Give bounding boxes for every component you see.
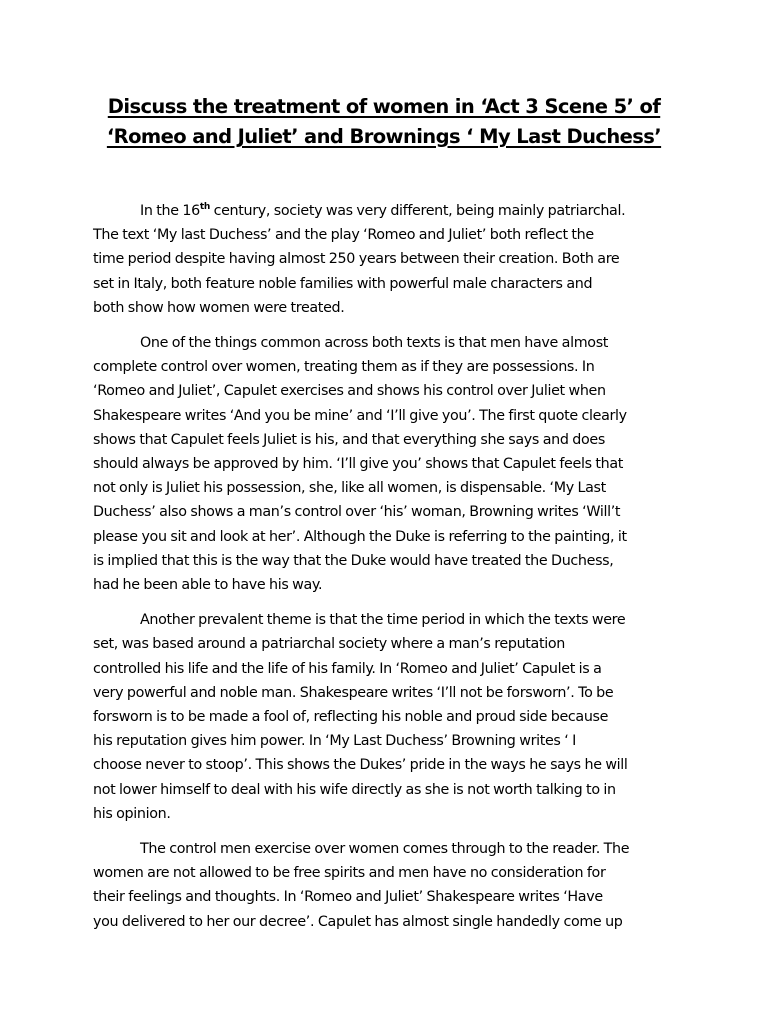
essay-body [93, 199, 683, 945]
text-line: you delivered to her our decree’. Capulet has almost single handedly come up [93, 913, 623, 930]
text-line: his reputation gives him power. In ‘My Last Duchess’ Browning writes ‘ I [93, 733, 576, 750]
text-line: their feelings and thoughts. In ‘Romeo and Juliet’ Shakespeare writes ‘Have [93, 889, 603, 906]
text-line: shows that Capulet feels Juliet is his, and that everything she says and does [93, 431, 605, 448]
text-line: time period despite having almost 250 years between their creation. Both are [93, 251, 620, 268]
text-line: The control men exercise over women comes through to the reader. The [140, 841, 630, 858]
text-line: controlled his life and the life of his family. In ‘Romeo and Juliet’ Capulet is a [93, 660, 602, 677]
text-line: his opinion. [93, 805, 171, 822]
text-line: Duchess’ also shows a man’s control over ‘his’ woman, Browning writes ‘Will’t [93, 504, 621, 521]
text-line: forsworn is to be made a fool of, reflecting his noble and proud side because [93, 709, 609, 726]
paragraph [93, 837, 683, 934]
text-line: had he been able to have his way. [93, 577, 323, 594]
title-line: Discuss the treatment of women in ‘Act 3 Scene 5’ of [107, 95, 661, 118]
text-line: should always be approved by him. ‘I’ll give you’ shows that Capulet feels that [93, 456, 623, 473]
text-line: Another prevalent theme is that the time period in which the texts were [140, 612, 626, 629]
paragraph [93, 331, 683, 597]
text-line [93, 199, 683, 223]
text-line: complete control over women, treating them as if they are possessions. In [93, 359, 595, 376]
text-line: is implied that this is the way that the Duke would have treated the Duchess, [93, 552, 614, 569]
text-line: set in Italy, both feature noble families with powerful male characters and [93, 275, 593, 292]
text-segment: century, society was very different, being mainly patriarchal. [209, 203, 626, 219]
title-line: ‘Romeo and Juliet’ and Brownings ‘ My Last Duchess’ [106, 125, 662, 148]
text-line: women are not allowed to be free spirits and men have no consideration for [93, 865, 606, 882]
text-line: please you sit and look at her’. Although the Duke is referring to the painting, it [93, 528, 627, 545]
paragraph [93, 608, 683, 826]
text-line: set, was based around a patriarchal society where a man’s reputation [93, 636, 565, 653]
paragraph [93, 199, 683, 320]
text-line: Shakespeare writes ‘And you be mine’ and ‘I’ll give you’. The first quote clearly [93, 407, 627, 424]
ordinal-superscript: th [199, 202, 210, 213]
text-line: choose never to stoop’. This shows the Dukes’ pride in the ways he says he will [93, 757, 628, 774]
essay-title [60, 92, 708, 152]
text-segment: In the 16 [140, 203, 200, 219]
text-line: ‘Romeo and Juliet’, Capulet exercises and shows his control over Juliet when [93, 383, 606, 400]
text-line: not lower himself to deal with his wife directly as she is not worth talking to in [93, 781, 616, 798]
text-line: very powerful and noble man. Shakespeare writes ‘I’ll not be forsworn’. To be [93, 684, 614, 701]
text-line: The text ‘My last Duchess’ and the play ‘Romeo and Juliet’ both reflect the [93, 227, 594, 244]
text-line: not only is Juliet his possession, she, like all women, is dispensable. ‘My Last [93, 480, 606, 497]
text-line: One of the things common across both texts is that men have almost [140, 335, 609, 352]
text-line: both show how women were treated. [93, 299, 345, 316]
